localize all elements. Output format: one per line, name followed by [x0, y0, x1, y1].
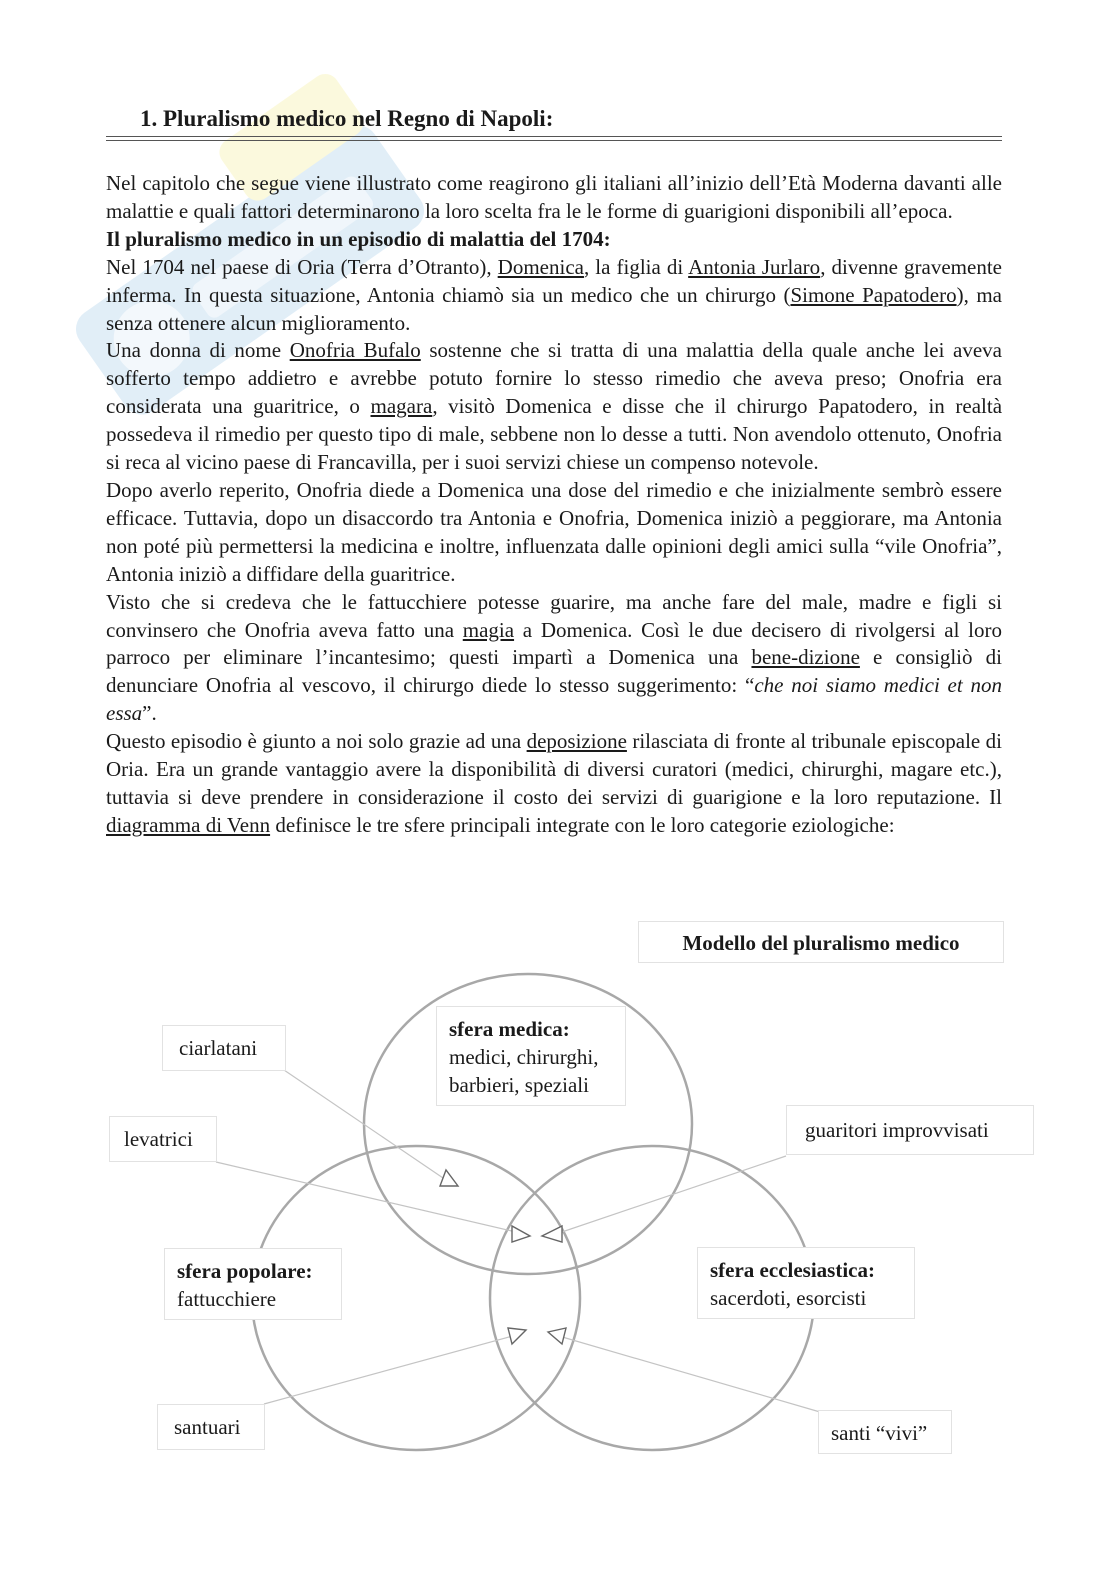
sfera-medica-label: sfera medica: medici, chirurghi, barbieri, speziali: [436, 1006, 626, 1106]
link-onofria-bufalo: Onofria Bufalo: [289, 338, 421, 363]
link-magara: magara: [370, 394, 433, 419]
connector-levatrici: [216, 1162, 516, 1232]
diagram-title: Modello del pluralismo medico: [638, 921, 1004, 963]
paragraph-3: Dopo averlo reperito, Onofria diede a Domenica una dose del rimedio e che inizialmente sembrò essere efficace. Tuttavia, dopo un disaccordo tra Antonia e Onofria, Domenica iniziò a peggiorare, ma Antonia non poté più permettersi la medicina e inoltre, influenzata dalle opinioni degli amici sulla “vile Onofria”, Antonia iniziò a diffidare della guaritrice.: [106, 477, 1002, 586]
link-magia: magia: [462, 617, 515, 642]
paragraph-4: Visto che si credeva che le fattucchiere potesse guarire, ma anche fare del male, madre e figli si convinsero che Onofria aveva fatto una magia a Domenica. Così le due decisero di rivolgersi al loro parroco per eliminare l’incantesimo; questi impartì a Domenica una bene-dizione e consigliò di denunciare Onofria al vescovo, il chirurgo diede lo stesso suggerimento: “che noi siamo medici et non essa”.: [106, 589, 1002, 726]
section-heading: 1. Pluralismo medico nel Regno di Napoli:: [140, 106, 554, 131]
paragraph-5: Questo episodio è giunto a noi solo grazie ad una deposizione rilasciata di fronte al tribunale episcopale di Oria. Era un grande vantaggio avere la disponibilità di diversi curatori (medici, chirurghi, magare etc.), tuttavia si deve prendere in considerazione il costo dei servizi di guarigione e la loro reputazione. Il diagramma di Venn definisce le tre sfere principali integrate con le loro categorie eziologiche:: [106, 729, 1002, 837]
paragraph-2: Una donna di nome Onofria Bufalo sostenne che si tratta di una malattia della quale anche lei aveva sofferto tempo addietro e avrebbe potuto fornire lo stesso rimedio che aveva preso; Onofria era considerata una guaritrice, o magara, visitò Domenica e disse che il chirurgo Papatodero, in realtà possedeva il rimedio per questo tipo di male, sebbene non lo desse a tutti. Non avendolo ottenuto, Onofria si reca al vicino paese di Francavilla, per i suoi servizi chiese un compenso notevole.: [106, 338, 1003, 475]
arrow-levatrici: [512, 1226, 530, 1242]
link-benedizione: bene-dizione: [751, 645, 860, 670]
link-antonia-jurlaro: Antonia Jurlaro: [688, 254, 821, 279]
arrow-santuari: [508, 1328, 526, 1344]
label-santuari: santuari: [157, 1404, 265, 1450]
link-deposizione: deposizione: [526, 729, 627, 754]
sfera-popolare-label: sfera popolare: fattucchiere: [164, 1248, 342, 1320]
label-ciarlatani: ciarlatani: [162, 1025, 286, 1071]
link-diagramma-di-venn: diagramma di Venn: [106, 812, 271, 837]
label-guaritori: guaritori improvvisati: [786, 1105, 1034, 1155]
connector-santi: [552, 1334, 820, 1412]
link-domenica: Domenica: [497, 254, 584, 279]
arrow-santi: [548, 1328, 566, 1344]
subheading: Il pluralismo medico in un episodio di malattia del 1704:: [106, 226, 611, 251]
italic-quote: che noi siamo medici et non essa: [106, 673, 1002, 726]
arrow-ciarlatani: [440, 1170, 458, 1186]
link-simone-papatodero: Simone Papatodero: [790, 282, 957, 307]
connector-ciarlatani: [284, 1070, 446, 1180]
connector-santuari: [264, 1334, 520, 1404]
intro-paragraph: Nel capitolo che segue viene illustrato come reagirono gli italiani all’inizio dell’Età Moderna davanti alle malattie e quali fattori determinarono la loro scelta fra le le forme di guarigioni disponibili all’epoca.: [106, 171, 1002, 223]
label-santi: santi “vivi”: [818, 1410, 952, 1454]
sfera-ecclesiastica-label: sfera ecclesiastica: sacerdoti, esorcisti: [697, 1247, 915, 1319]
paragraph-1: Nel 1704 nel paese di Oria (Terra d’Otranto), Domenica, la figlia di Antonia Jurlaro, divenne gravemente inferma. In questa situazione, Antonia chiamò sia un medico che un chirurgo (Simone Papatodero), ma senza ottenere alcun miglioramento.: [106, 254, 1002, 335]
label-levatrici: levatrici: [109, 1116, 217, 1162]
connector-guaritori: [556, 1156, 786, 1234]
arrow-guaritori: [542, 1226, 562, 1242]
